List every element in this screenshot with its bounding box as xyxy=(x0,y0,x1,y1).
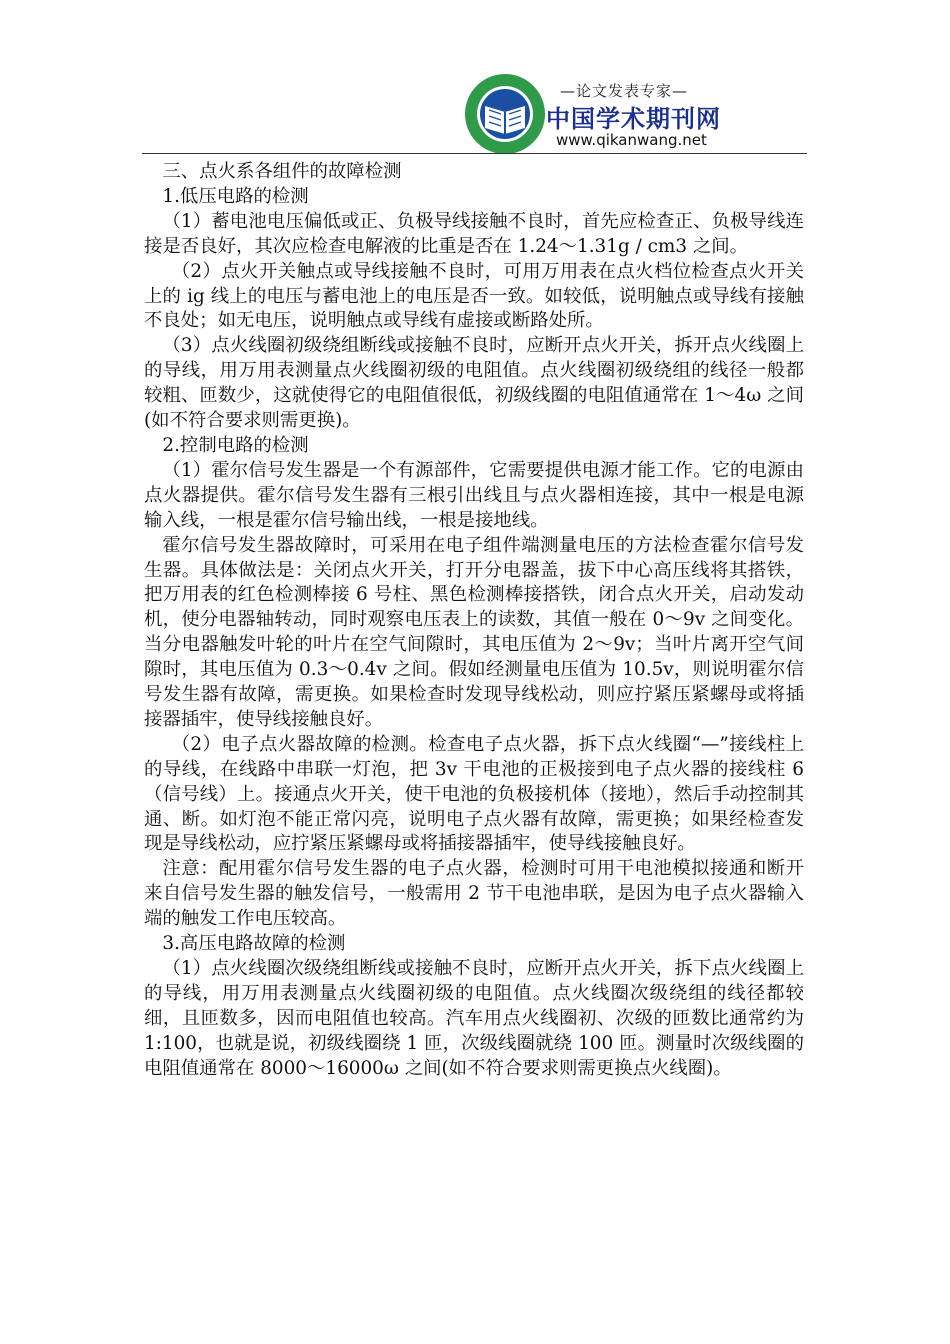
paragraph: （2）电子点火器故障的检测。检查电子点火器，拆下点火线圈“—”接线柱上的导线，在线路中串联一灯泡，把 3v 干电池的正极接到电子点火器的接线柱 6（信号线）上。接通点火开关，使干电池的负极接机体（接地），然后手动控制其通、断。如灯泡不能正常闪亮，说明电子点火器有故障，需更换；如果经检查发现是导线松动，应拧紧压紧螺母或将插接器插牢，使导线接触良好。 xyxy=(144,733,804,855)
section-heading: 2.控制电路的检测 xyxy=(162,434,309,456)
book-emblem-icon xyxy=(463,72,547,156)
paragraph: （1）蓄电池电压偏低或正、负极导线接触不良时，首先应检查正、负极导线连接是否良好，其次应检查电解液的比重是否在 1.24～1.31g / cm3 之间。 xyxy=(144,210,804,257)
paragraph: （1）点火线圈次级绕组断线或接触不良时，应断开点火开关，拆下点火线圈上的导线，用万用表测量点火线圈初级的电阻值。点火线圈次级绕组的线径都较细，且匝数多，因而电阻值也较高。汽车用点火线圈初、次级的匝数比通常约为 1:100，也就是说，初级线圈绕 1 匝，次级线圈就绕 100 匝。测量时次级线圈的电阻值通常在 8000～16000ω 之间(如不符合要求则需更换点火线圈)。 xyxy=(144,958,810,1079)
logo-site-name: 中国学术期刊网 xyxy=(546,105,721,133)
paragraph: （3）点火线圈初级绕组断线或接触不良时，应断开点火开关，拆开点火线圈上的导线，用万用表测量点火线圈初级的电阻值。点火线圈初级绕组的线径一般都较粗、匝数少，这就使得它的电阻值很低，初级线圈的电阻值通常在 1～4ω 之间(如不符合要求则需更换)。 xyxy=(144,335,804,432)
section-heading: 1.低压电路的检测 xyxy=(162,185,309,207)
paragraph: （2）点火开关触点或导线接触不良时，可用万用表在点火档位检查点火开关上的 ig 线上的电压与蓄电池上的电压是否一致。如较低，说明触点或导线有接触不良处；如无电压，说明触点或导线有虚接或断路处所。 xyxy=(144,260,804,332)
paragraph: 注意：配用霍尔信号发生器的电子点火器，检测时可用干电池模拟接通和断开来自信号发生器的触发信号，一般需用 2 节干电池串联，是因为电子点火器输入端的触发工作电压较高。 xyxy=(144,858,804,930)
paragraph: （1）霍尔信号发生器是一个有源部件，它需要提供电源才能工作。它的电源由点火器提供。霍尔信号发生器有三根引出线且与点火器相连接，其中一根是电源输入线，一根是霍尔信号输出线，一根是接地线。 xyxy=(144,459,804,531)
header-divider xyxy=(142,153,807,154)
section-heading: 三、点火系各组件的故障检测 xyxy=(162,161,402,182)
paragraph: 霍尔信号发生器故障时，可采用在电子组件端测量电压的方法检查霍尔信号发生器。具体做法是：关闭点火开关，打开分电器盖，拔下中心高压线将其搭铁，把万用表的红色检测棒接 6 号柱、黑色检测棒接搭铁，闭合点火开关，启动发动机，使分电器轴转动，同时观察电压表上的读数，其值一般在 0～9v 之间变化。当分电器触发叶轮的叶片在空气间隙时，其电压值为 2～9v；当叶片离开空气间隙时，其电压值为 0.3～0.4v 之间。假如经测量电压值为 10.5v，则说明霍尔信号发生器有故障，需更换。如果检查时发现导线松动，则应拧紧压紧螺母或将插接器插牢，使导线接触良好。 xyxy=(144,534,804,730)
page-header xyxy=(0,0,950,158)
document-body xyxy=(144,160,810,1082)
logo-tagline: —论文发表专家— xyxy=(560,82,689,100)
section-heading: 3.高压电路故障的检测 xyxy=(162,933,346,955)
logo-url: www.qikanwang.net xyxy=(556,131,707,149)
